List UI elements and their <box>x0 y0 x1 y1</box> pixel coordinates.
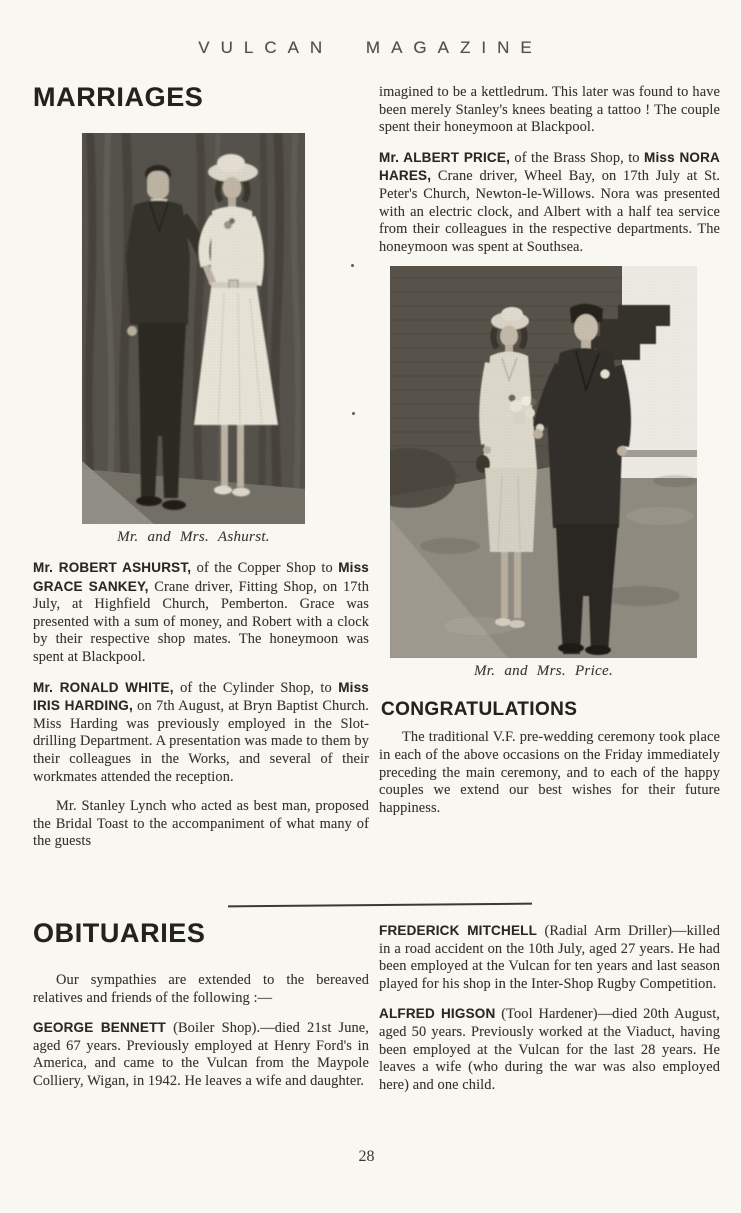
bold-name-text: FREDERICK MITCHELL <box>379 923 538 938</box>
marriages-right-column <box>379 84 720 817</box>
bold-name-text: ALFRED HIGSON <box>379 1006 496 1022</box>
ashurst-wedding-photo <box>82 133 305 524</box>
body-text: (Tool Hardener)—died 20th August, aged 50 years. Previously worked at the Viaduct, having been employed at the Vulcan for the last 28 years. He leaves a wife (who during the war was also employed here) and one child. <box>379 1006 720 1093</box>
price-photo-caption: Mr. and Mrs. Price. <box>473 663 614 680</box>
para-kettledrum <box>379 84 720 137</box>
scan-speck <box>352 412 355 415</box>
para-white <box>33 679 369 787</box>
para-obituaries-intro <box>33 972 369 1007</box>
para-price <box>379 149 720 257</box>
bold-name-text: Mr. ROBERT ASHURST, <box>33 560 192 575</box>
body-text: Crane driver, Wheel Bay, on 17th July at St. Peter's Church, Newton-le-Willows. Nora was presented with an electric clock, and Albert with a half tea service from their colleagues in the respective departments. The honeymoon was spent at Southsea. <box>379 168 720 255</box>
body-text: on 7th August, at Bryn Baptist Church. Miss Harding was previously employed in the Slot-drilling Department. A presentation was made to them by their colleagues in the Works, and several of their workmates attended the reception. <box>33 698 369 785</box>
bold-name-text: Miss NORA HARES, <box>379 149 720 184</box>
body-text: of the Copper Shop to <box>191 560 339 576</box>
scan-speck <box>351 264 354 267</box>
bold-name-text: Mr. RONALD WHITE, <box>33 679 174 695</box>
body-text: of the Cylinder Shop, to <box>173 679 339 696</box>
para-ashurst <box>33 559 369 667</box>
obituaries-right-column <box>379 918 720 1094</box>
para-mitchell <box>379 922 720 993</box>
body-text: Mr. Stanley Lynch who acted as best man, proposed the Bridal Toast to the accompaniment of what many of the guests <box>33 798 369 850</box>
para-congratulations <box>379 729 720 817</box>
body-text: (Boiler Shop).—died 21st June, aged 67 years. Previously employed at Henry Ford's in America, and came to the Vulcan from the Maypole Colliery, Wigan, in 1942. He leaves a wife and daughter. <box>33 1020 369 1089</box>
congratulations-heading: CONGRATULATIONS <box>381 699 578 721</box>
body-text: of the Brass Shop, to <box>510 149 644 166</box>
page-number: 28 <box>358 1148 375 1165</box>
body-text: imagined to be a kettledrum. This later was found to have been merely Stanley's knees beating a tattoo ! The couple spent their honeymoon at Blackpool. <box>379 84 720 136</box>
para-higson <box>379 1005 720 1094</box>
obituaries-section <box>33 918 369 1091</box>
body-text: Our sympathies are extended to the bereaved relatives and friends of the following :— <box>33 972 369 1006</box>
ashurst-photo-caption: Mr. and Mrs. Ashurst. <box>117 529 270 545</box>
masthead-title: VULCAN MAGAZINE <box>198 38 543 57</box>
bold-name-text: GEORGE BENNETT <box>33 1020 166 1036</box>
obituaries-heading: OBITUARIES <box>33 918 206 948</box>
marriages-section <box>33 82 369 851</box>
para-bennett <box>33 1019 369 1090</box>
para-lynch <box>33 798 369 851</box>
body-text: (Radial Arm Driller)—killed in a road accident on the 10th July, aged 27 years. He had been employed at the Vulcan for ten years and last season played for his shop in the Inter-Shop Rugby Competition. <box>379 923 720 992</box>
bold-name-text: Mr. ALBERT PRICE, <box>379 149 511 165</box>
bold-name-text: Miss IRIS HARDING, <box>33 679 369 714</box>
price-wedding-photo <box>390 266 697 658</box>
marriages-heading: MARRIAGES <box>33 82 204 112</box>
body-text: The traditional V.F. pre-wedding ceremony took place in each of the above occasions on the Friday immediately preceding the main ceremony, and to each of the happy couples we extend our best wishes for their future happiness. <box>379 729 720 816</box>
body-text: Crane driver, Fitting Shop, on 17th July, at Highfield Church, Pemberton. Grace was presented with a sum of money, and Robert with a clock by their respective shop mates. The honeymoon was spent at Blackpool. <box>33 578 369 665</box>
section-divider <box>228 903 532 908</box>
bold-name-text: Miss GRACE SANKEY, <box>33 560 370 594</box>
